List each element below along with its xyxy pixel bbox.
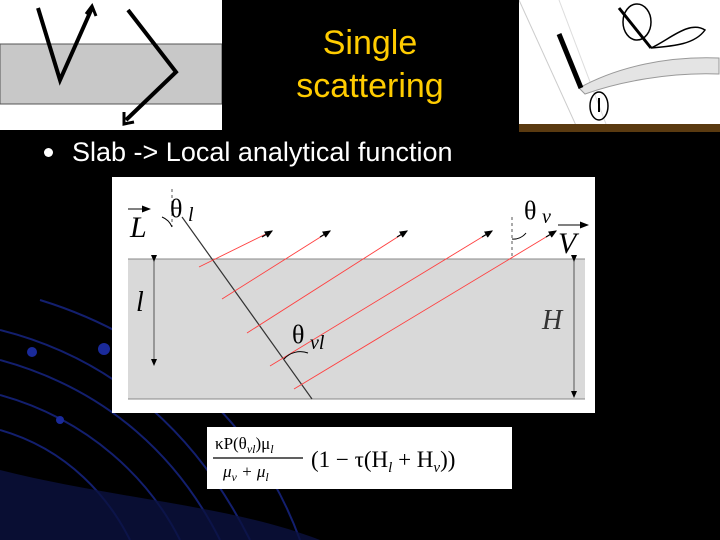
title-line-1: Single xyxy=(322,24,418,62)
theta-light-symbol: θ xyxy=(170,194,183,223)
slab-diagram xyxy=(112,177,595,413)
light-vector-label: L xyxy=(130,211,147,244)
depth-label: l xyxy=(136,287,144,318)
slab xyxy=(128,259,585,399)
view-vector-label: V xyxy=(558,227,577,260)
formula-numerator: $\kappa P(\theta_{vl})\mu_l$ xyxy=(215,434,274,456)
slide-title xyxy=(230,22,510,108)
theta-view-light-symbol: θ xyxy=(292,320,305,349)
scattering-sketch xyxy=(519,0,720,132)
formula-denominator: $\mu_v + \mu_l$ xyxy=(223,462,269,484)
reflection-thumbnail xyxy=(0,0,222,130)
bullet-dot-icon xyxy=(44,148,53,157)
bullet-text: Slab -> Local analytical function xyxy=(72,136,453,167)
theta-light-subscript: l xyxy=(188,204,194,226)
formula-box xyxy=(207,427,512,489)
formula-rhs: $(1 - \tau(H_l + H_v))$ xyxy=(311,447,456,476)
theta-view-light-subscript: vl xyxy=(310,332,325,354)
theta-view-subscript: v xyxy=(542,206,551,228)
bullet-item xyxy=(44,134,452,170)
height-label: H xyxy=(542,305,563,336)
theta-view-symbol: θ xyxy=(524,196,537,225)
title-line-2: scattering xyxy=(296,67,444,105)
